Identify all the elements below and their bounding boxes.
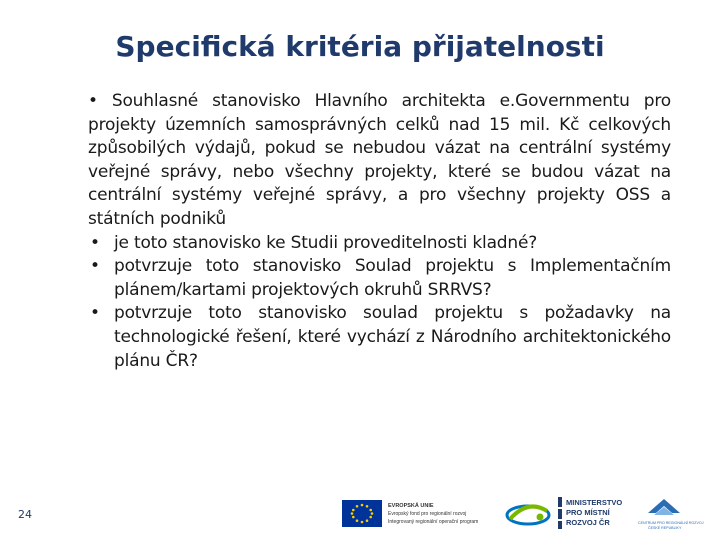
ministry-logo-icon [558,497,562,529]
footer-logo-bar [342,491,716,537]
ministry-logo-text [566,498,622,527]
eu-text-line-1: EVROPSKÁ UNIE [388,503,434,509]
ministry-text-line-3: ROZVOJ ČR [566,518,610,527]
sub-bullet-3-text: potvrzuje toto stanovisko soulad projektu s požadavky na technologické řešení, které vychází z Národního architektonického plánu ČR? [114,303,671,371]
main-bullet-text: Souhlasné stanovisko Hlavního architekta e.Governmentu pro projekty územních samosprávných celků nad 15 mil. Kč celkových způsobilých výdajů, pokud se nebudou vázat na centrální systémy veřejné správy, nebo všechny projekty, které se budou vázat na centrální systémy veřejné správy, a pro všechny projekty OSS a státních podniků [88,91,671,229]
main-bullet-marker: • [88,91,98,111]
sub-bullet-2-marker: • [90,256,100,277]
sub-bullet-1 [88,232,671,256]
sub-bullet-3-marker: • [90,303,100,324]
sub-bullet-2-text: potvrzuje toto stanovisko Soulad projektu s Implementačním plánem/kartami projektových okruhů SRRVS? [114,256,671,300]
eu-text-line-2: Evropský fond pro regionální rozvoj [388,511,467,517]
footer-logos [342,491,716,537]
eu-flag-icon [342,500,382,527]
ministry-text-line-2: PRO MÍSTNÍ [566,508,610,517]
irop-logo-icon [507,506,549,524]
eu-text-line-3: Integrovaný regionální operační program [388,519,479,525]
page-number: 24 [18,508,32,521]
eu-logo-text [388,502,478,525]
crr-logo-icon [648,499,680,515]
crr-logo-text [638,521,704,530]
crr-text-line-2: ČESKÉ REPUBLIKY [648,526,682,530]
slide-title: Specifická kritéria přijatelnosti [115,30,605,63]
sub-bullet-3 [88,302,671,373]
crr-text-line-1: CENTRUM PRO REGIONÁLNÍ ROZVOJ [638,521,704,525]
sub-bullet-1-text: je toto stanovisko ke Studii proveditelnosti kladné? [114,232,538,253]
slide-content [88,90,671,373]
sub-bullet-1-marker: • [90,232,100,253]
sub-bullet-2 [88,255,671,302]
main-bullet [88,90,671,232]
ministry-text-line-1: MINISTERSTVO [566,498,623,507]
